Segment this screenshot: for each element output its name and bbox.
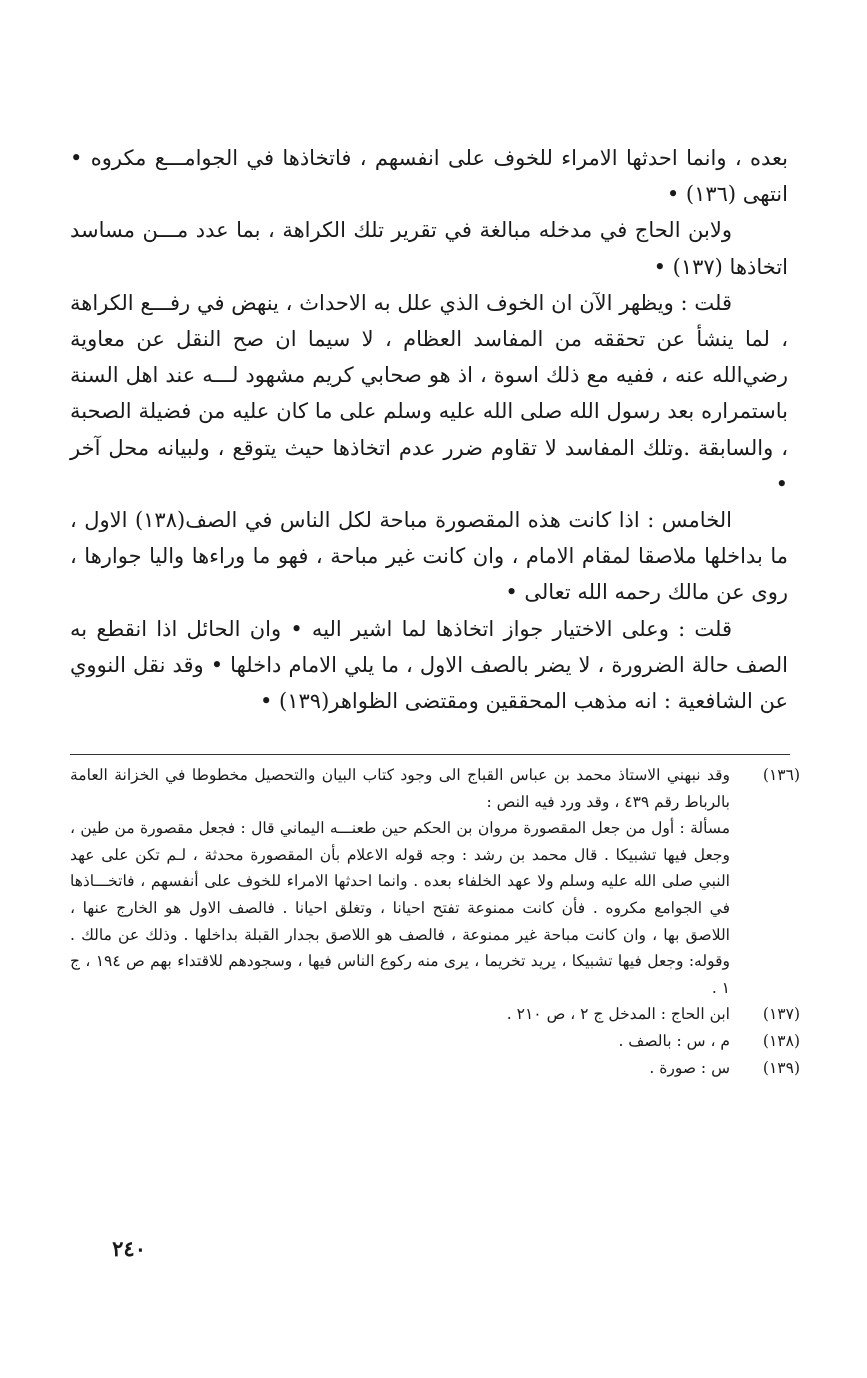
footnote-138 xyxy=(70,1028,800,1055)
footnotes xyxy=(70,762,800,1081)
footnote-137 xyxy=(70,1001,800,1028)
footnote-text xyxy=(70,762,730,1001)
footnote-paragraph: م ، س : بالصف . xyxy=(618,1031,730,1050)
footnote-number: (١٣٨) xyxy=(762,1031,800,1050)
footnote-number: (١٣٩) xyxy=(762,1058,800,1077)
footnote-139 xyxy=(70,1055,800,1082)
footnote-number: (١٣٧) xyxy=(762,1005,800,1024)
footnote-separator xyxy=(70,754,790,755)
paragraph-4: الخامس : اذا كانت هذه المقصورة مباحة لكل الناس في الصف(١٣٨) الاول ، ما بداخلها ملاصقا لمقام الامام ، وان كانت غير مباحة ، فهو ما وراءها واليا جوارها ، روى عن مالك رحمه الله تعالى • xyxy=(70,508,788,605)
main-text xyxy=(70,140,788,719)
footnote-136 xyxy=(70,762,800,1001)
footnote-text xyxy=(70,1055,730,1082)
paragraph-3: قلت : ويظهر الآن ان الخوف الذي علل به الاحداث ، ينهض في رفـــع الكراهة ، لما ينشأ عن تحققه من المفاسد العظام ، لا سيما ان صح النقل عن معاوية رضي‌الله عنه ، ففيه مع ذلك اسوة ، اذ هو صحابي كريم مشهود لـــه عند اهل السنة باستمراره بعد رسول الله صلى الله عليه وسلم على ما كان عليه من فضيلة الصحبة ، والسابقة .وتلك المفاسد لا تقاوم ضرر عدم اتخاذها حيث يتوقع ، ولبيانه محل آخر • xyxy=(70,290,788,496)
footnote-paragraph: ابن الحاج : المدخل ج ٢ ، ص ٢١٠ . xyxy=(506,1005,730,1024)
footnote-paragraph: وقد نبهني الاستاذ محمد بن عباس القباج الى وجود كتاب البيان والتحصيل مخطوطا في الخزانة العامة بالرباط رقم ٤٣٩ ، وقد ورد فيه النص : xyxy=(70,766,730,811)
paragraph-5: قلت : وعلى الاختيار جواز اتخاذها لما اشير اليه • وان الحائل اذا انقطع به الصف حالة الضرورة ، لا يضر بالصف الاول ، ما يلي الامام داخلها • وقد نقل النووي عن الشافعية : انه مذهب المحققين ومقتضى الظواهر(١٣٩) • xyxy=(70,616,788,714)
footnote-text xyxy=(70,1001,730,1028)
footnote-text xyxy=(70,1028,730,1055)
footnote-paragraph: س : صورة . xyxy=(649,1058,730,1077)
paragraph-1: بعده ، وانما احدثها الامراء للخوف على انفسهم ، فاتخاذها في الجوامـــع مكروه • انتهى (١٣٦) • xyxy=(70,146,788,207)
footnote-number: (١٣٦) xyxy=(762,766,800,784)
page-number: ٢٤٠ xyxy=(112,1236,146,1261)
paragraph-2: ولابن الحاج في مدخله مبالغة في تقرير تلك الكراهة ، بما عدد مـــن مساسد اتخاذها (١٣٧) • xyxy=(70,218,788,279)
footnote-paragraph: مسألة : أول من جعل المقصورة مروان بن الحكم حين طعنـــه اليماني قال : فجعل مقصورة من طين ، وجعل فيها تشبيكا . قال محمد بن رشد : وجه قوله الاعلام بأن المقصورة محدثة ، لـم تكن على عهد النبي صلى الله عليه وسلم ولا عهد الخلفاء بعده . وانما احدثها الامراء للخوف على أنفسهم ، فاتخـــاذها في الجوامع مكروه . فأن كانت ممنوعة تفتح احيانا ، وتغلق احيانا . فالصف الاول هو الخارج عنها ، اللاصق بها ، وان كانت مباحة غير ممنوعة ، فالصف هو اللاصق بجدار القبلة بداخلها . وذلك عن مالك . وقوله: وجعل فيها تشبيكا ، يريد تخريما ، يرى منه ركوع الناس فيها ، وسجودهم للاقتداء بهم ص ١٩٤ ، ج ١ . xyxy=(70,819,730,997)
